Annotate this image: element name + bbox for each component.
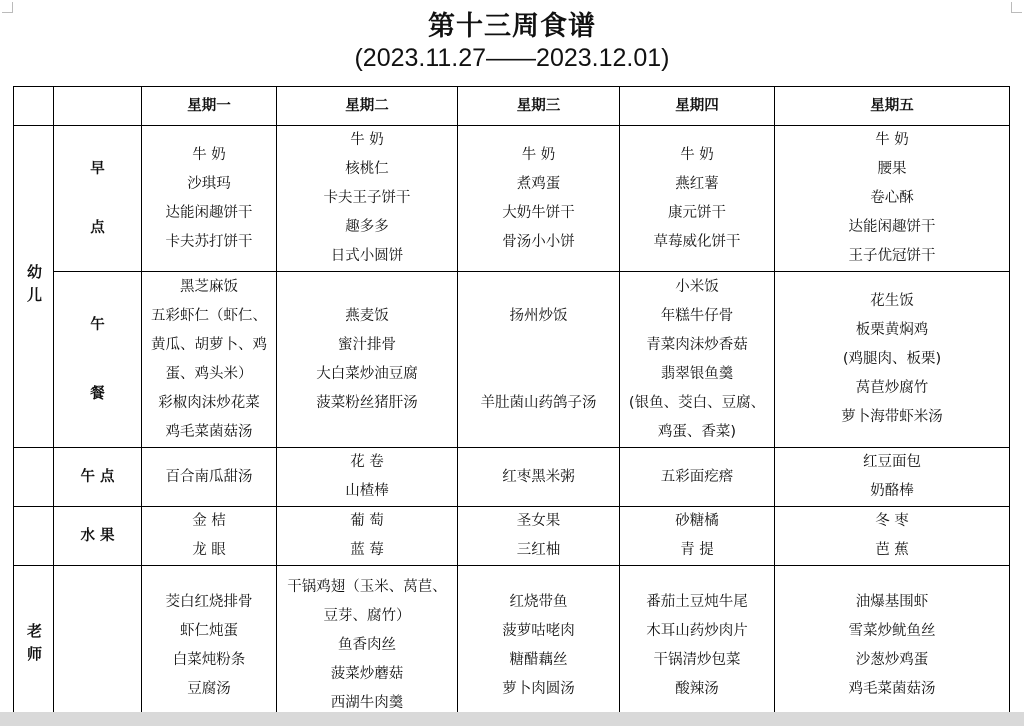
- dish-item: 康元饼干: [668, 204, 726, 221]
- dish-item: 青菜肉沫炒香菇: [646, 336, 748, 353]
- dish-item: 牛 奶: [350, 132, 384, 148]
- corner-cell: [14, 87, 54, 126]
- snack-mon: [142, 448, 277, 507]
- dish-item: 牛 奶: [875, 132, 909, 148]
- meal-label-lunch: 午 餐: [54, 272, 142, 448]
- dish-item: 豆芽、腐竹）: [323, 608, 411, 624]
- dish-item: 卡夫苏打饼干: [165, 233, 253, 250]
- dish-item: 红豆面包: [863, 454, 921, 470]
- date-range: (2023.11.27——2023.12.01): [354, 44, 670, 72]
- dish-item: 核桃仁: [345, 161, 389, 177]
- dish-item: 砂糖橘: [675, 513, 719, 529]
- dish-item: 黄瓜、胡萝卜、鸡: [151, 336, 267, 353]
- dish-item: 煮鸡蛋: [516, 175, 561, 192]
- dish-item: 虾仁炖蛋: [180, 622, 238, 639]
- dish-item: 日式小圆饼: [330, 248, 404, 264]
- menu-table: [13, 86, 1010, 726]
- dish-item: 糖醋藕丝: [509, 651, 568, 668]
- dish-item: 鱼香肉丝: [338, 637, 396, 653]
- snack-row: [14, 448, 1010, 507]
- dish-item: 油爆基围虾: [855, 593, 929, 610]
- dish-item: 红枣黑米粥: [502, 468, 575, 485]
- dish-item: (鸡腿肉、板栗): [842, 351, 942, 367]
- dish-item: 豆腐汤: [187, 680, 231, 697]
- dish-item: 菠菜炒蘑菇: [330, 666, 404, 682]
- fruit-tue: [277, 507, 458, 566]
- fruit-row: [14, 507, 1010, 566]
- snack-thu: [620, 448, 775, 507]
- dish-item: 骨汤小小饼: [502, 233, 575, 250]
- dish-item: 圣女果: [516, 513, 561, 529]
- dish-item: 青 提: [680, 542, 714, 558]
- day-header-wed: 星期三: [458, 87, 620, 126]
- teacher-row: [14, 566, 1010, 726]
- dish-item: 达能闲趣饼干: [165, 204, 253, 221]
- dish-item: 干锅清炒包菜: [653, 651, 741, 668]
- group-label-child: 幼儿: [14, 126, 54, 448]
- meal-label-fruit: 水 果: [54, 507, 142, 566]
- breakfast-wed: [458, 126, 620, 272]
- fruit-thu: [620, 507, 775, 566]
- lunch-thu: [620, 272, 775, 448]
- dish-item: 大奶牛饼干: [502, 204, 575, 221]
- dish-item: 鸡毛菜菌菇汤: [848, 680, 936, 697]
- teacher-mon: [142, 566, 277, 726]
- lunch-wed: [458, 272, 620, 448]
- fruit-fri: [775, 507, 1010, 566]
- dish-item: 年糕牛仔骨: [660, 307, 734, 324]
- dish-item: 蛋、鸡头米）: [165, 365, 253, 382]
- group-spacer-snack: [14, 448, 54, 507]
- dish-item: 草莓威化饼干: [653, 233, 741, 250]
- teacher-wed: [458, 566, 620, 726]
- dish-item: 牛 奶: [680, 146, 714, 163]
- dish-item: 茭白红烧排骨: [165, 593, 253, 610]
- dish-item: 大白菜炒油豆腐: [316, 365, 418, 382]
- day-header-fri: 星期五: [775, 87, 1010, 126]
- dish-item: 金 桔: [192, 513, 226, 529]
- page-title: 第十三周食谱: [428, 11, 596, 42]
- dish-item: 彩椒肉沫炒花菜: [158, 394, 260, 411]
- dish-item: 翡翠银鱼羹: [660, 365, 734, 382]
- snack-tue: [277, 448, 458, 507]
- day-header-mon: 星期一: [142, 87, 277, 126]
- dish-item: 燕红薯: [675, 175, 719, 192]
- dish-item: 红烧带鱼: [509, 593, 568, 610]
- dish-item: 番茄土豆炖牛尾: [646, 593, 748, 610]
- dish-item: 小米饭: [675, 278, 719, 295]
- dish-item: 山楂棒: [345, 483, 389, 499]
- dish-item: 雪菜炒鱿鱼丝: [848, 622, 936, 639]
- dish-item: 花生饭: [870, 293, 914, 309]
- page-bottom-gutter: [0, 712, 1024, 726]
- dish-item: 卷心酥: [870, 190, 914, 206]
- dish-item: 菠萝咕咾肉: [502, 622, 575, 639]
- dish-item: 蜜汁排骨: [338, 336, 396, 353]
- dish-item: 西湖牛肉羹: [330, 695, 404, 711]
- dish-item: 腰果: [877, 161, 907, 177]
- dish-item: 卡夫王子饼干: [323, 190, 411, 206]
- fruit-mon: [142, 507, 277, 566]
- fruit-wed: [458, 507, 620, 566]
- dish-item: 萝卜肉圆汤: [502, 680, 575, 697]
- teacher-fri: [775, 566, 1010, 726]
- group-label-teacher: 老师: [14, 566, 54, 726]
- dish-item: 牛 奶: [192, 146, 226, 163]
- dish-item: 菠菜粉丝猪肝汤: [316, 394, 418, 411]
- header-row: [14, 87, 1010, 126]
- dish-item: 花 卷: [350, 454, 384, 470]
- dish-item: 羊肚菌山药鸽子汤: [480, 394, 597, 411]
- meal-label-teacher: [54, 566, 142, 726]
- dish-item: [458, 331, 619, 360]
- dish-item: 酸辣汤: [675, 680, 719, 697]
- dish-item: 莴苣炒腐竹: [855, 380, 929, 396]
- dish-item: 板栗黄焖鸡: [855, 322, 929, 338]
- breakfast-fri: [775, 126, 1010, 272]
- dish-item: 木耳山药炒肉片: [646, 622, 748, 639]
- lunch-tue: [277, 272, 458, 448]
- dish-item: 葡 萄: [350, 513, 384, 529]
- dish-item: 趣多多: [345, 219, 389, 235]
- dish-item: 蓝 莓: [350, 542, 384, 558]
- dish-item: 三红柚: [516, 542, 561, 558]
- breakfast-row: [14, 126, 1010, 272]
- dish-item: 冬 枣: [875, 513, 909, 529]
- breakfast-mon: [142, 126, 277, 272]
- dish-item: 燕麦饭: [345, 307, 389, 324]
- dish-item: 奶酪棒: [870, 483, 914, 499]
- lunch-mon: [142, 272, 277, 448]
- lunch-fri: [775, 272, 1010, 448]
- meal-label-breakfast: 早 点: [54, 126, 142, 272]
- dish-item: 沙琪玛: [187, 175, 231, 192]
- dish-item: 沙葱炒鸡蛋: [855, 651, 929, 668]
- dish-item: 龙 眼: [192, 542, 226, 558]
- meal-label-snack: 午 点: [54, 448, 142, 507]
- breakfast-thu: [620, 126, 775, 272]
- dish-item: [458, 360, 619, 389]
- snack-wed: [458, 448, 620, 507]
- dish-item: 百合南瓜甜汤: [165, 468, 253, 485]
- dish-item: 鸡毛菜菌菇汤: [165, 423, 253, 440]
- snack-fri: [775, 448, 1010, 507]
- lunch-row: [14, 272, 1010, 448]
- dish-item: 黑芝麻饭: [180, 278, 238, 295]
- corner-cell-2: [54, 87, 142, 126]
- dish-item: 白菜炖粉条: [172, 651, 246, 668]
- dish-item: 五彩虾仁（虾仁、: [151, 307, 267, 324]
- breakfast-tue: [277, 126, 458, 272]
- dish-item: (银鱼、茭白、豆腐、: [628, 394, 766, 411]
- day-header-thu: 星期四: [620, 87, 775, 126]
- dish-item: 干锅鸡翅（玉米、莴苣、: [287, 579, 447, 595]
- dish-item: 达能闲趣饼干: [848, 219, 936, 235]
- group-spacer-fruit: [14, 507, 54, 566]
- dish-item: 王子优冠饼干: [848, 248, 936, 264]
- dish-item: 五彩面疙瘩: [660, 468, 734, 485]
- dish-item: 鸡蛋、香菜): [657, 423, 737, 440]
- dish-item: 芭 蕉: [875, 542, 909, 558]
- dish-item: 扬州炒饭: [509, 307, 568, 324]
- dish-item: 牛 奶: [521, 146, 556, 163]
- teacher-tue: [277, 566, 458, 726]
- day-header-tue: 星期二: [277, 87, 458, 126]
- dish-item: 萝卜海带虾米汤: [841, 409, 943, 425]
- teacher-thu: [620, 566, 775, 726]
